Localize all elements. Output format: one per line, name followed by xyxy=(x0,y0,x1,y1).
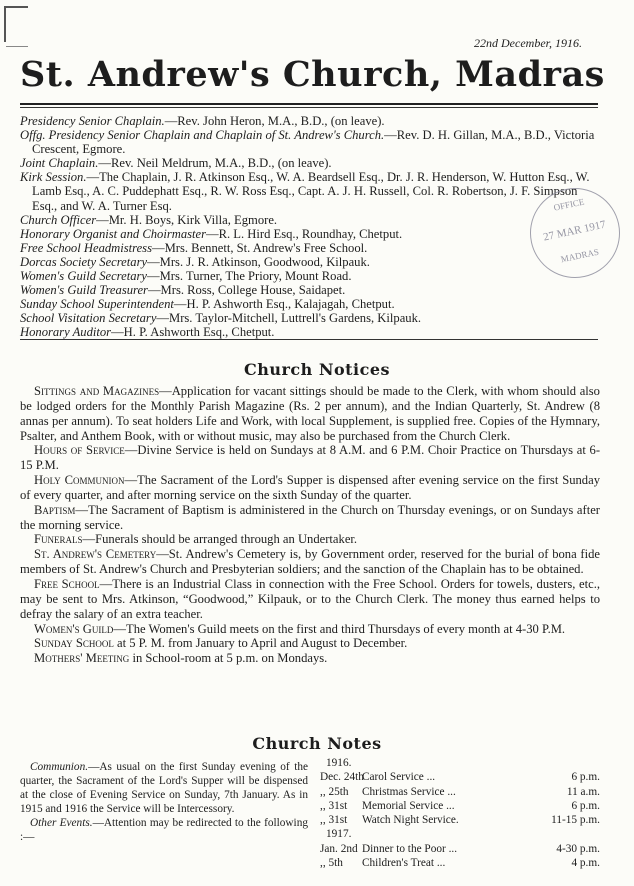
stamp-line: OFFICE xyxy=(552,196,586,213)
officer-entry: Honorary Auditor—H. P. Ashworth Esq., Chetput. xyxy=(20,325,275,340)
notes-left-column xyxy=(20,760,308,845)
notice-paragraph: Mothers' Meeting in School-room at 5 p.m. on Mondays. xyxy=(34,651,328,666)
masthead-rule-thin xyxy=(20,107,598,108)
officer-entry: Dorcas Society Secretary—Mrs. J. R. Atkinson, Goodwood, Kilpauk. xyxy=(20,254,370,269)
officer-entry: Offg. Presidency Senior Chaplain and Chaplain of St. Andrew's Church.—Rev. D. H. Gillan, M.A., B.D., Victoria Crescent, Egmore. xyxy=(20,128,595,157)
note-paragraph: Other Events.—Attention may be redirected to the following :— xyxy=(20,817,308,844)
officer-entry: Joint Chaplain.—Rev. Neil Meldrum, M.A., B.D., (on leave). xyxy=(20,156,332,171)
officer-entry: Women's Guild Treasurer—Mrs. Ross, College House, Saidapet. xyxy=(20,283,346,298)
calendar-event: ,, 25th Christmas Service ... 11 a.m. xyxy=(320,785,600,798)
note-paragraph: Communion.—As usual on the first Sunday evening of the quarter, the Sacrament of the Lord's Supper will be dispensed at the close of Evening Service on Sunday, 7th January. As in 1915 and 1916 the Service will be Intercessory. xyxy=(20,761,308,816)
issue-date: 22nd December, 1916. xyxy=(474,36,582,50)
notice-paragraph: Holy Communion—The Sacrament of the Lord's Supper is dispensed after evening service on the first Sunday of every quarter, and after morning service on the sixth Sunday of the quarter. xyxy=(20,473,600,502)
notice-paragraph: Baptism—The Sacrament of Baptism is administered in the Church on Thursday evenings, or on Sundays after the morning service. xyxy=(20,502,600,532)
section-rule xyxy=(20,339,598,340)
notes-heading: Church Notes xyxy=(252,734,382,753)
calendar-event: ,, 31st Watch Night Service. 11-15 p.m. xyxy=(320,814,600,826)
officer-entry: Free School Headmistress—Mrs. Bennett, St. Andrew's Free School. xyxy=(20,240,368,255)
officer-entry: Kirk Session.—The Chaplain, J. R. Atkinson Esq., W. A. Beardsell Esq., Dr. J. R. Henderson, W. Hutton Esq., W. Lamb Esq., A. C. Puddephatt Esq., R. W. Ross Esq., Capt. A. J. H. Russell, Col. R. Robertson, J. F. Simpson Esq., and W. A. Turner Esq. xyxy=(20,170,590,213)
masthead-rule xyxy=(20,103,598,105)
officer-entry: Presidency Senior Chaplain.—Rev. John Heron, M.A., B.D., (on leave). xyxy=(20,114,385,128)
stamp-line: 27 MAR 1917 xyxy=(542,218,607,244)
masthead-title: St. Andrew's Church, Madras xyxy=(20,54,605,95)
notice-paragraph: Hours of Service—Divine Service is held on Sundays at 8 A.M. and 6 P.M. Choir Practice on Thursdays at 6-15 P.M. xyxy=(20,443,601,473)
corner-dash xyxy=(6,46,28,47)
officers-list xyxy=(20,114,600,340)
calendar-event: ,, 31st Memorial Service ... 6 p.m. xyxy=(320,799,600,812)
officer-entry: School Visitation Secretary—Mrs. Taylor-Mitchell, Luttrell's Gardens, Kilpauk. xyxy=(20,311,422,326)
stamp-line: MADRAS xyxy=(559,246,600,265)
notice-paragraph: St. Andrew's Cemetery—St. Andrew's Cemetery is, by Government order, reserved for the burial of bona fide members of St. Andrew's Church and Presbyterian soldiers; and the sanction of the Chaplain has to be obtained. xyxy=(20,547,600,577)
officer-entry: Honorary Organist and Choirmaster—R. L. Hird Esq., Roundhay, Chetput. xyxy=(20,226,403,241)
corner-mark xyxy=(4,6,28,42)
notice-paragraph: Sunday School at 5 P. M. from January to April and August to December. xyxy=(34,636,408,651)
notices-heading: Church Notices xyxy=(243,360,391,379)
calendar-event: Jan. 2nd Dinner to the Poor ... 4-30 p.m. xyxy=(320,842,600,855)
church-notices xyxy=(20,384,600,666)
notice-paragraph: Sittings and Magazines—Application for vacant sittings should be made to the Clerk, with whom should also be lodged orders for the Monthly Parish Magazine (Rs. 2 per annum), and the Indian Quarterly, St. Andrew (8 annas per annum). To seat holders Life and Work, with local Supplement, is supplied free. Copies of the Hymnary, Psalter, and Anthem Book, with or without music, may also be purchased from the Church Clerk. xyxy=(20,384,600,443)
notice-paragraph: Funerals—Funerals should be arranged through an Undertaker. xyxy=(34,532,358,547)
calendar-event: ,, 5th Children's Treat ... 4 p.m. xyxy=(320,856,600,869)
officer-entry: Sunday School Superintendent—H. P. Ashworth Esq., Kalajagah, Chetput. xyxy=(20,297,395,312)
notice-paragraph: Women's Guild—The Women's Guild meets on the first and third Thursdays of every month at 4-30 P.M. xyxy=(34,621,566,636)
events-calendar xyxy=(320,756,600,870)
calendar-event: Dec. 24th Carol Service ... 6 p.m. xyxy=(320,771,600,784)
officer-entry: Women's Guild Secretary—Mrs. Turner, The Priory, Mount Road. xyxy=(20,269,352,284)
calendar-year: 1917. xyxy=(326,828,352,841)
calendar-year: 1916. xyxy=(326,757,352,769)
officer-entry: Church Officer—Mr. H. Boys, Kirk Villa, Egmore. xyxy=(20,212,278,227)
notice-paragraph: Free School—There is an Industrial Class in connection with the Free School. Orders for towels, dusters, etc., may be sent to Mrs. Atkinson, “Goodwood,” Kilpauk, or to the Church Clerk. The money thus earned helps to defray the salary of an extra teacher. xyxy=(20,576,600,621)
